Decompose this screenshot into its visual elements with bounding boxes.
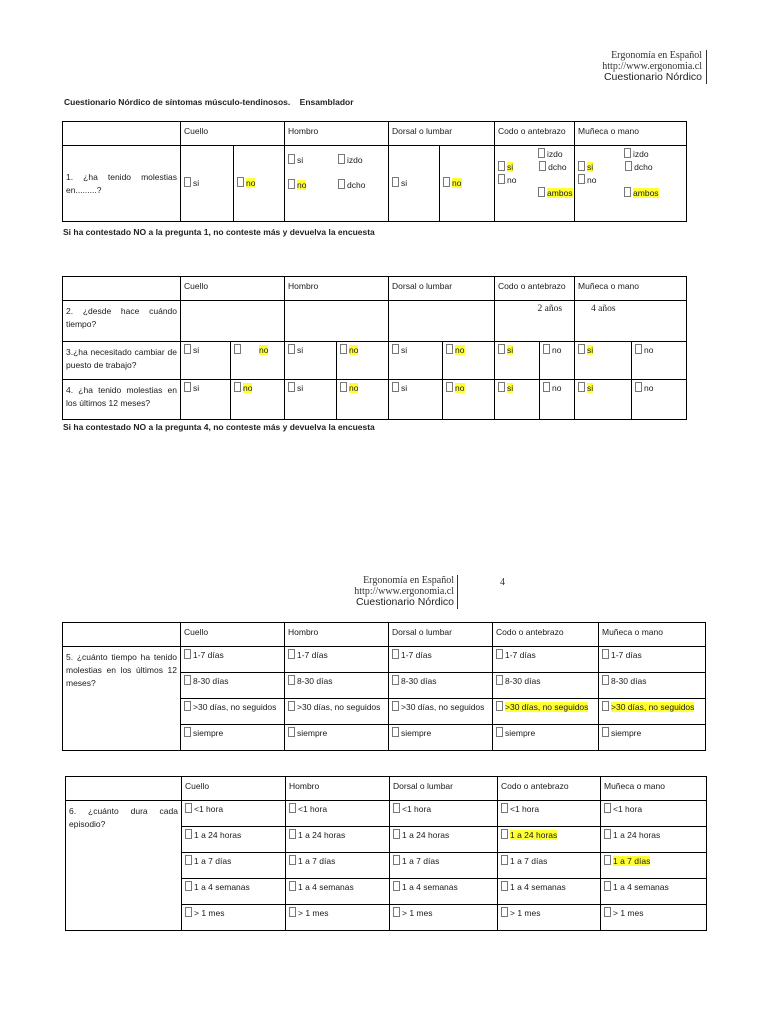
q1-cuello-si[interactable]: si [181,146,234,222]
checkbox-icon [446,382,453,392]
checkbox-icon [184,382,191,392]
header-org: Ergonomía en Español [363,575,454,586]
q5-option[interactable]: siempre [285,725,389,751]
checkbox-icon [501,829,508,839]
q3-cuello-no[interactable]: no [231,342,285,380]
checkbox-icon [288,675,295,685]
q6-option[interactable]: 1 a 24 horas [182,827,286,853]
checkbox-icon [393,881,400,891]
checkbox-icon [185,855,192,865]
checkbox-icon [393,907,400,917]
checkbox-icon [538,187,545,197]
q5-option[interactable]: siempre [493,725,599,751]
checkbox-icon [498,174,505,184]
checkbox-icon [578,344,585,354]
q5-option[interactable]: 8-30 días [599,673,706,699]
checkbox-icon [185,881,192,891]
col-header-hombro: Hombro [285,277,389,301]
checkbox-icon [446,344,453,354]
q5-option[interactable]: 1-7 días [181,647,285,673]
q4-codo-si[interactable]: si [495,380,540,420]
header-doc-title: Cuestionario Nórdico [603,71,702,83]
q6-option[interactable]: 1 a 7 días [286,853,390,879]
checkbox-icon [338,179,345,189]
q4-codo-no[interactable]: no [540,380,575,420]
q3-codo-no[interactable]: no [540,342,575,380]
checkbox-icon [543,344,550,354]
checkbox-icon [184,649,191,659]
checkbox-icon [578,161,585,171]
checkbox-icon [288,649,295,659]
checkbox-icon [185,907,192,917]
q2-muneca-value[interactable]: 4 años [575,301,687,342]
q6-option[interactable]: > 1 mes [286,905,390,931]
q6-option[interactable]: 1 a 7 días [182,853,286,879]
checkbox-icon [498,382,505,392]
col-header-hombro: Hombro [285,122,389,146]
q6-option[interactable]: > 1 mes [390,905,498,931]
checkbox-icon [604,803,611,813]
checkbox-icon [604,829,611,839]
q6-option-selected[interactable]: 1 a 7 días [601,853,707,879]
col-header-dorsal: Dorsal o lumbar [390,777,498,801]
q4-hombro-si[interactable]: si [285,380,337,420]
q6-option[interactable]: 1 a 7 días [498,853,601,879]
q3-muneca-si[interactable]: si [575,342,632,380]
checkbox-icon [237,177,244,187]
q6-option-selected[interactable]: 1 a 24 horas [498,827,601,853]
q1-text: 1. ¿ha tenido molestias en.........? [63,146,181,222]
checkbox-icon [543,382,550,392]
q3-dorsal-si[interactable]: si [389,342,443,380]
col-header-codo: Codo o antebrazo [495,277,575,301]
checkbox-icon [443,177,450,187]
checkbox-icon [604,907,611,917]
checkbox-icon [635,382,642,392]
q4-cuello-si[interactable]: si [181,380,231,420]
header-divider [457,575,458,609]
instruction-note-1: Si ha contestado NO a la pregunta 1, no conteste más y devuelva la encuesta [63,227,375,237]
checkbox-icon [288,154,295,164]
checkbox-icon [289,855,296,865]
checkbox-icon [288,701,295,711]
checkbox-icon [498,161,505,171]
checkbox-icon [393,803,400,813]
checkbox-icon [288,382,295,392]
col-header-codo: Codo o antebrazo [495,122,575,146]
table-q6 [65,776,707,931]
q5-option[interactable]: 8-30 días [285,673,389,699]
q6-option[interactable]: 1 a 4 semanas [498,879,601,905]
q6-option[interactable]: <1 hora [182,801,286,827]
checkbox-icon [501,803,508,813]
checkbox-icon [501,855,508,865]
q5-option[interactable]: 8-30 días [389,673,493,699]
document-title: Cuestionario Nórdico de síntomas músculo-tendinosos. Ensamblador [64,97,354,107]
q1-dorsal-si[interactable]: si [389,146,440,222]
q6-text: 6. ¿cuánto dura cada episodio? [66,801,182,931]
q5-option-selected[interactable]: >30 días, no seguidos [599,699,706,725]
header-url: http://www.ergonomia.cl [354,586,454,597]
checkbox-icon [602,727,609,737]
q6-option[interactable]: 1 a 4 semanas [601,879,707,905]
q4-hombro-no[interactable]: no [337,380,389,420]
checkbox-icon [338,154,345,164]
col-header-cuello: Cuello [181,277,285,301]
q3-hombro-no[interactable]: no [337,342,389,380]
header-divider [706,50,707,84]
checkbox-icon [602,649,609,659]
checkbox-icon [185,829,192,839]
checkbox-icon [184,701,191,711]
checkbox-icon [496,649,503,659]
q3-hombro-si[interactable]: si [285,342,337,380]
checkbox-icon [604,855,611,865]
q4-cuello-no[interactable]: no [231,380,285,420]
q5-option[interactable]: siempre [181,725,285,751]
checkbox-icon [392,382,399,392]
checkbox-icon [539,161,546,171]
checkbox-icon [289,881,296,891]
col-header-cuello: Cuello [181,122,285,146]
checkbox-icon [184,344,191,354]
checkbox-icon [289,907,296,917]
header-url: http://www.ergonomia.cl [602,61,702,72]
checkbox-icon [496,675,503,685]
checkbox-icon [624,148,631,158]
checkbox-icon [288,179,295,189]
checkbox-icon [604,881,611,891]
q6-option[interactable]: 1 a 7 días [390,853,498,879]
checkbox-icon [635,344,642,354]
checkbox-icon [288,344,295,354]
col-header-muneca: Muñeca o mano [575,277,687,301]
header-org: Ergonomía en Español [611,50,702,61]
page-number: 4 [500,577,505,588]
table-q2-q4 [62,276,687,420]
q4-dorsal-no[interactable]: no [443,380,495,420]
col-header-dorsal: Dorsal o lumbar [389,122,495,146]
q5-option[interactable]: 1-7 días [285,647,389,673]
checkbox-icon [393,855,400,865]
checkbox-icon [288,727,295,737]
q6-option[interactable]: 1 a 4 semanas [390,879,498,905]
q6-option[interactable]: 1 a 24 horas [390,827,498,853]
col-header-dorsal: Dorsal o lumbar [389,277,495,301]
checkbox-icon [501,907,508,917]
q2-text: 2. ¿desde hace cuándo tiempo? [63,301,181,342]
q6-option[interactable]: <1 hora [390,801,498,827]
q2-dorsal[interactable] [389,301,495,342]
col-header-hombro: Hombro [286,777,390,801]
table-q1 [62,121,687,222]
checkbox-icon [234,344,241,354]
header-doc-title: Cuestionario Nórdico [355,596,454,608]
table-q5 [62,622,706,751]
page-header-2 [330,575,454,608]
q6-option[interactable]: <1 hora [498,801,601,827]
q2-cuello[interactable] [181,301,285,342]
q4-muneca-no[interactable]: no [632,380,687,420]
q2-codo-value[interactable]: 2 años [495,301,575,342]
checkbox-icon [578,174,585,184]
checkbox-icon [340,382,347,392]
q5-option[interactable]: 1-7 días [599,647,706,673]
q6-option[interactable]: > 1 mes [498,905,601,931]
q3-cuello-si[interactable]: si [181,342,231,380]
q3-text: 3.¿ha necesitado cambiar de puesto de trabajo? [63,342,181,380]
col-header-dorsal: Dorsal o lumbar [389,623,493,647]
q3-codo-si[interactable]: si [495,342,540,380]
checkbox-icon [538,148,545,158]
q1-cuello-no[interactable]: no [234,146,285,222]
q6-option[interactable]: 1 a 24 horas [601,827,707,853]
checkbox-icon [184,675,191,685]
checkbox-icon [392,649,399,659]
col-header-hombro: Hombro [285,623,389,647]
instruction-note-2: Si ha contestado NO a la pregunta 4, no conteste más y devuelva la encuesta [63,422,375,432]
page-header [602,50,702,83]
checkbox-icon [184,727,191,737]
checkbox-icon [392,675,399,685]
q5-option-selected[interactable]: >30 días, no seguidos [493,699,599,725]
q1-dorsal-no[interactable]: no [440,146,495,222]
checkbox-icon [602,701,609,711]
checkbox-icon [496,727,503,737]
q4-text: 4. ¿ha tenido molestias en los últimos 12 meses? [63,380,181,420]
checkbox-icon [184,177,191,187]
q5-option[interactable]: >30 días, no seguidos [285,699,389,725]
q1-codo-options[interactable]: izdo si dcho no ambos [495,146,575,222]
col-header-codo: Codo o antebrazo [493,623,599,647]
checkbox-icon [234,382,241,392]
checkbox-icon [624,187,631,197]
q5-option[interactable]: >30 días, no seguidos [181,699,285,725]
checkbox-icon [393,829,400,839]
q4-muneca-si[interactable]: si [575,380,632,420]
q6-option[interactable]: <1 hora [286,801,390,827]
q6-option[interactable]: 1 a 24 horas [286,827,390,853]
checkbox-icon [501,881,508,891]
checkbox-icon [578,382,585,392]
checkbox-icon [392,344,399,354]
checkbox-icon [289,803,296,813]
q6-option[interactable]: 1 a 4 semanas [182,879,286,905]
q6-option[interactable]: <1 hora [601,801,707,827]
q6-option[interactable]: > 1 mes [601,905,707,931]
checkbox-icon [392,727,399,737]
checkbox-icon [340,344,347,354]
checkbox-icon [289,829,296,839]
q6-option[interactable]: > 1 mes [182,905,286,931]
checkbox-icon [602,675,609,685]
checkbox-icon [496,701,503,711]
q1-muneca-options[interactable]: izdo si dcho no ambos [575,146,687,222]
checkbox-icon [392,177,399,187]
col-header-muneca: Muñeca o mano [575,122,687,146]
q5-option[interactable]: 8-30 días [181,673,285,699]
col-header-cuello: Cuello [181,623,285,647]
col-header-muneca: Muñeca o mano [601,777,707,801]
col-header-muneca: Muñeca o mano [599,623,706,647]
checkbox-icon [392,701,399,711]
checkbox-icon [498,344,505,354]
q3-dorsal-no[interactable]: no [443,342,495,380]
checkbox-icon [185,803,192,813]
checkbox-icon [625,161,632,171]
q1-hombro-options[interactable]: si izdo no dcho [285,146,389,222]
q5-text: 5. ¿cuánto tiempo ha tenido molestias en los últimos 12 meses? [63,647,181,751]
q5-option[interactable]: 8-30 días [493,673,599,699]
q5-option[interactable]: 1-7 días [389,647,493,673]
q5-option[interactable]: 1-7 días [493,647,599,673]
q3-muneca-no[interactable]: no [632,342,687,380]
q6-option[interactable]: 1 a 4 semanas [286,879,390,905]
col-header-codo: Codo o antebrazo [498,777,601,801]
q2-hombro[interactable] [285,301,389,342]
col-header-cuello: Cuello [182,777,286,801]
q5-option[interactable]: siempre [389,725,493,751]
q5-option[interactable]: >30 días, no seguidos [389,699,493,725]
q4-dorsal-si[interactable]: si [389,380,443,420]
q5-option[interactable]: siempre [599,725,706,751]
